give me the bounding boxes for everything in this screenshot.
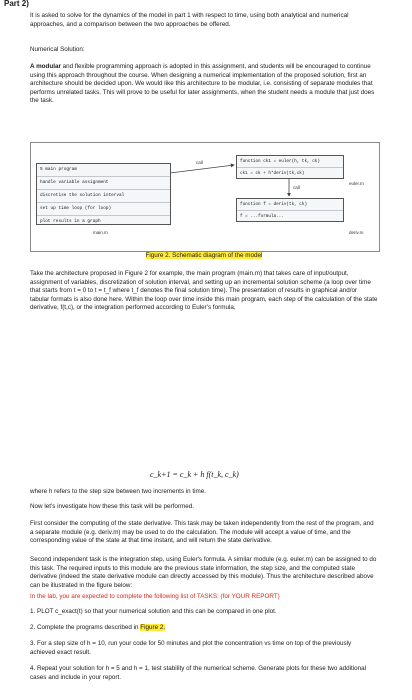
investigate-paragraph: Now let's investigate how these this task will be performed.	[30, 503, 194, 510]
figure-caption	[30, 252, 378, 259]
main-row: plot results in a graph	[40, 219, 101, 224]
modular-bold: A modular	[30, 63, 61, 70]
modular-rest: and flexible programming approach is adopted in this assignment, and students will be encouraged to continue using this approach throughout the course. When designing a numerical implementation of the proposed solution, first an architecture should be decided upon. We would like this architecture to be modular, i.e. consisting of separate modules that performs unrelated tasks. This will prove to be useful for later assignments, when the student needs a module that just does the task.	[30, 63, 375, 105]
deriv-module-box	[236, 198, 344, 222]
euler-module-box	[236, 155, 344, 179]
schematic-figure	[30, 142, 380, 252]
integration-paragraph: Second independent task is the integration step, using Euler's formula. A similar module (e.g. euler.m) can be assigned to do this task. The required inputs to this module are the previous state information, the step size, and the computed state derivative (indeed the state derivative module can directly accessed by this module). Thus the architecture described above can be illustrated in the figure below:	[30, 556, 377, 589]
deriv-row: f = ...formula...	[237, 210, 343, 222]
euler-label: euler.m	[349, 181, 364, 186]
architecture-paragraph: Take the architecture proposed in Figure 2 for example, the main program (main.m) that takes care of input/output, assignment of variables, discretization of solution interval, and setting up an incremental solution scheme (a loop over time that starts from t = 0 to t = t_f where t_f denotes the final solution time). The presentation of results in graphical and/or tabular formats is also done here. Within the loop over time inside this main program, each step of the calculation of the state derivative, f(t,c), or the integration performed according to Euler's formula,	[30, 270, 378, 312]
main-row: % main program	[37, 164, 170, 177]
task-1: 1. PLOT c_exact(t) so that your numerical solution and this can be compared in one plot.	[30, 608, 277, 615]
part-heading: Part 2)	[4, 0, 29, 8]
call-arrow-main-euler	[170, 165, 234, 173]
main-label: main.m	[93, 230, 108, 235]
deriv-label: deriv.m	[349, 230, 364, 235]
main-row: handle variable assignment	[37, 177, 170, 190]
task-4: 4. Repeat your solution for h = 5 and h = 1, test stability of the numerical scheme. Generate plots for these two additional cases and include in your report.	[30, 665, 367, 681]
task-2-text: 2. Complete the programs described in	[30, 624, 141, 631]
task-2	[30, 624, 378, 633]
task-2-highlight: Figure 2.	[140, 624, 166, 631]
call-label-1: call	[196, 160, 203, 165]
euler-row: ck1 = ck + h*deriv(tk,ck)	[237, 167, 343, 179]
tasks-heading: In the lab, you are expected to complete the following list of TASKS: (for YOUR REPORT)	[30, 593, 280, 600]
euler-row: function ck1 = euler(h, tk, ck)	[240, 159, 320, 164]
call-label-2: call	[293, 185, 300, 190]
deriv-row: function f = deriv(tk, ck)	[240, 202, 308, 207]
modular-paragraph	[30, 63, 378, 106]
main-row: set up time loop (for loop)	[37, 203, 170, 216]
numerical-heading: Numerical Solution:	[30, 46, 85, 53]
task-3: 3. For a step size of h = 10, run your code for 50 minutes and plot the concentration vs time on top of the previously achieved exact result.	[30, 640, 352, 656]
main-row: discretise the solution interval	[37, 190, 170, 203]
derivative-paragraph: First consider the computing of the state derivative. This task may be taken independently from the rest of the program, and a separate module (e.g. deriv.m) may be used to do the calculation. The module will accept a value of time, and the corresponding value of the state at that time instant, and will return the state derivative.	[30, 520, 374, 545]
figure-caption-text: Figure 2. Schematic diagram of the model	[145, 252, 263, 259]
intro-paragraph: It is asked to solve for the dynamics of the model in part 1 with respect to time, using both analytical and numerical approaches, and a comparison between the two approaches be offered.	[30, 12, 349, 28]
step-size-paragraph: where h refers to the step size between two increments in time.	[30, 488, 207, 495]
euler-equation: c_k+1 = c_k + h f(t_k, c_k)	[150, 470, 239, 479]
